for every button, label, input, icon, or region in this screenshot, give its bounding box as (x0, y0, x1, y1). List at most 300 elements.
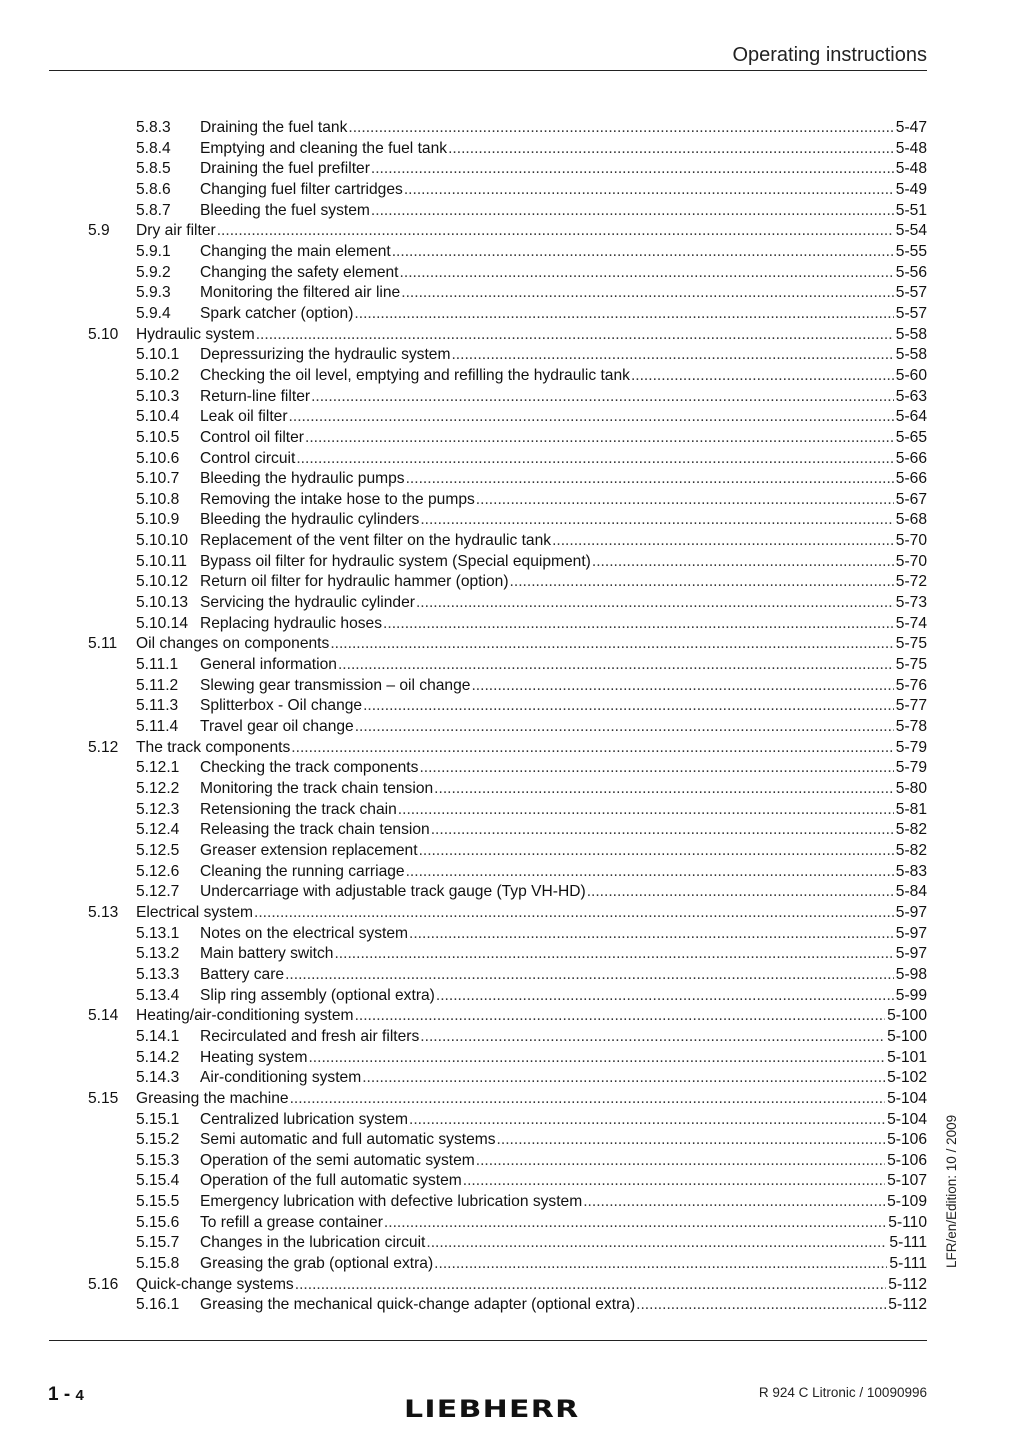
toc-entry[interactable] (88, 490, 927, 511)
toc-entry-title: Travel gear oil change (200, 718, 354, 736)
header-rule (49, 70, 927, 71)
toc-entry-number: 5.15.4 (136, 1172, 180, 1190)
toc-entry-title: Operation of the semi automatic system (200, 1151, 475, 1169)
toc-entry-number: 5.9.4 (136, 304, 171, 322)
footer-rule (49, 1340, 927, 1341)
toc-entry[interactable] (88, 1254, 927, 1275)
toc-dot-leader (583, 1192, 885, 1213)
toc-entry[interactable] (88, 201, 927, 222)
toc-entry-number: 5.14 (88, 1007, 119, 1025)
toc-entry[interactable] (88, 242, 927, 263)
toc-dot-leader (426, 1233, 887, 1254)
toc-entry[interactable] (88, 800, 927, 821)
toc-dot-leader (420, 1027, 885, 1048)
toc-entry[interactable] (88, 283, 927, 304)
toc-entry-number: 5.8.7 (136, 201, 171, 219)
toc-entry-title: Checking the track components (200, 759, 419, 777)
page-number (48, 1384, 84, 1406)
toc-entry-number: 5.16 (88, 1275, 119, 1293)
toc-entry[interactable] (88, 407, 927, 428)
toc-entry-page: 5-73 (895, 594, 927, 612)
toc-entry-title: Battery care (200, 965, 285, 983)
toc-entry-number: 5.12.6 (136, 862, 180, 880)
toc-entry-number: 5.12.2 (136, 780, 180, 797)
toc-entry-number: 5.11.3 (136, 697, 179, 715)
toc-entry-page: 5-58 (895, 325, 927, 343)
toc-dot-leader (311, 387, 894, 408)
toc-entry-title: Servicing the hydraulic cylinder (200, 594, 415, 612)
toc-entry-page: 5-100 (887, 1007, 927, 1025)
toc-dot-leader (291, 738, 894, 759)
toc-entry-title: Depressurizing the hydraulic system (200, 346, 451, 364)
toc-entry-title: Cleaning the running carriage (200, 862, 405, 880)
toc-dot-leader (355, 1006, 886, 1027)
toc-entry-title: Retensioning the track chain (200, 800, 397, 818)
toc-entry-title: Return-line filter (200, 387, 311, 405)
toc-entry[interactable] (88, 1151, 927, 1172)
toc-entry-title: Greasing the machine (136, 1089, 289, 1107)
toc-dot-leader (631, 366, 894, 387)
toc-dot-leader (406, 469, 894, 490)
toc-entry[interactable] (88, 944, 927, 965)
table-of-contents (88, 118, 927, 1316)
toc-dot-leader (384, 1213, 886, 1234)
toc-entry[interactable] (88, 572, 927, 593)
toc-dot-leader (296, 449, 893, 470)
toc-dot-leader (419, 841, 894, 862)
toc-entry[interactable] (88, 696, 927, 717)
toc-dot-leader (463, 1171, 885, 1192)
toc-entry-number: 5.10.6 (136, 449, 180, 467)
toc-dot-leader (392, 242, 894, 263)
toc-entry-page: 5-110 (888, 1213, 927, 1231)
toc-dot-leader (476, 1151, 885, 1172)
toc-entry-number: 5.9.2 (136, 263, 171, 281)
toc-entry-number: 5.11.2 (136, 676, 179, 694)
toc-entry[interactable] (88, 614, 927, 635)
toc-entry-page: 5-67 (895, 490, 927, 508)
toc-entry[interactable] (88, 862, 927, 883)
toc-entry-number: 5.9.3 (136, 284, 171, 302)
toc-entry[interactable] (88, 221, 927, 242)
toc-entry-title: Greasing the mechanical quick-change adapter (optional extra) (200, 1296, 636, 1314)
toc-entry-title: The track components (136, 738, 291, 756)
toc-entry-page: 5-106 (887, 1131, 927, 1149)
toc-entry-page: 5-55 (895, 242, 927, 260)
toc-entry[interactable] (88, 428, 927, 449)
toc-entry-title: Leak oil filter (200, 408, 288, 426)
toc-entry-page: 5-66 (895, 470, 927, 488)
toc-entry[interactable] (88, 531, 927, 552)
toc-entry[interactable] (88, 593, 927, 614)
toc-entry-number: 5.10.8 (136, 490, 180, 508)
toc-entry-title: Slip ring assembly (optional extra) (200, 986, 435, 1004)
toc-entry[interactable] (88, 118, 927, 139)
toc-dot-leader (420, 510, 893, 531)
toc-entry-number: 5.12 (88, 738, 119, 756)
toc-entry-page: 5-112 (888, 1275, 927, 1293)
toc-dot-leader (285, 965, 894, 986)
toc-entry-title: Bypass oil filter for hydraulic system (Special equipment) (200, 552, 591, 570)
toc-entry[interactable] (88, 510, 927, 531)
toc-entry-number: 5.13.4 (136, 986, 180, 1004)
toc-entry-number: 5.12.4 (136, 821, 180, 839)
toc-entry-title: Greaser extension replacement (200, 841, 418, 859)
toc-dot-leader (636, 1295, 886, 1316)
toc-entry-title: Electrical system (136, 903, 253, 921)
toc-entry[interactable] (88, 159, 927, 180)
toc-entry-page: 5-76 (895, 676, 927, 694)
toc-entry-title: Oil changes on components (136, 635, 330, 653)
toc-entry-title: Undercarriage with adjustable track gauge (Typ VH-HD) (200, 883, 586, 901)
toc-entry-page: 5-70 (895, 532, 927, 550)
toc-entry[interactable] (88, 449, 927, 470)
page-number-chapter: 1 - (48, 1384, 71, 1405)
toc-entry-page: 5-112 (888, 1296, 927, 1314)
toc-entry-page: 5-54 (895, 222, 927, 240)
toc-entry[interactable] (88, 387, 927, 408)
toc-entry-page: 5-99 (895, 986, 927, 1004)
toc-entry-number: 5.11.4 (136, 718, 179, 736)
toc-entry-title: Changing the main element (200, 242, 391, 260)
toc-entry-page: 5-75 (895, 656, 927, 674)
toc-dot-leader (476, 490, 894, 511)
toc-entry-number: 5.13.3 (136, 965, 180, 983)
toc-entry-number: 5.10.9 (136, 511, 180, 529)
page-number-page: 4 (75, 1387, 84, 1404)
toc-entry-title: Control oil filter (200, 428, 304, 446)
toc-entry-title: Bleeding the fuel system (200, 201, 370, 219)
toc-entry-title: Quick-change systems (136, 1275, 294, 1293)
toc-dot-leader (587, 882, 894, 903)
toc-dot-leader (354, 304, 893, 325)
toc-entry-number: 5.10.11 (136, 552, 187, 570)
toc-entry-title: Releasing the track chain tension (200, 821, 430, 839)
toc-entry[interactable] (88, 1027, 927, 1048)
toc-entry-number: 5.15.2 (136, 1131, 180, 1149)
toc-entry-number: 5.11 (88, 635, 118, 653)
toc-entry-page: 5-100 (887, 1027, 927, 1045)
toc-dot-leader (305, 428, 894, 449)
toc-dot-leader (409, 924, 894, 945)
toc-entry-page: 5-79 (895, 759, 927, 777)
toc-entry[interactable] (88, 469, 927, 490)
toc-dot-leader (371, 201, 894, 222)
toc-entry-number: 5.9.1 (136, 242, 171, 260)
toc-entry-title: Changing the safety element (200, 263, 399, 281)
toc-dot-leader (371, 159, 894, 180)
toc-entry-page: 5-74 (895, 614, 927, 632)
toc-entry-number: 5.12.1 (136, 759, 180, 777)
toc-entry-title: Dry air filter (136, 222, 216, 240)
toc-entry-page: 5-72 (895, 573, 927, 591)
toc-entry-number: 5.10.1 (136, 346, 180, 364)
toc-entry-number: 5.12.7 (136, 883, 180, 901)
toc-entry-title: Removing the intake hose to the pumps (200, 490, 475, 508)
toc-dot-leader (401, 283, 894, 304)
toc-entry[interactable] (88, 1233, 927, 1254)
toc-entry[interactable] (88, 1192, 927, 1213)
toc-entry-number: 5.10.13 (136, 594, 189, 612)
toc-entry-number: 5.10.12 (136, 573, 189, 591)
toc-dot-leader (497, 1130, 886, 1151)
toc-entry-title: Hydraulic system (136, 325, 255, 343)
toc-entry[interactable] (88, 841, 927, 862)
toc-entry-number: 5.10.14 (136, 614, 189, 632)
toc-entry-number: 5.9 (88, 222, 110, 240)
toc-entry-page: 5-106 (887, 1151, 927, 1169)
toc-entry-number: 5.12.5 (136, 841, 180, 859)
toc-entry[interactable] (88, 1171, 927, 1192)
toc-entry-title: Replacing hydraulic hoses (200, 614, 383, 632)
toc-entry-title: Semi automatic and full automatic systems (200, 1131, 496, 1149)
toc-entry-page: 5-102 (887, 1069, 927, 1087)
toc-entry[interactable] (88, 1089, 927, 1110)
toc-entry-page: 5-82 (895, 821, 927, 839)
toc-entry[interactable] (88, 325, 927, 346)
toc-entry[interactable] (88, 1068, 927, 1089)
toc-entry-page: 5-78 (895, 718, 927, 736)
toc-dot-leader (451, 345, 893, 366)
toc-entry-number: 5.14.3 (136, 1069, 180, 1087)
toc-entry-page: 5-77 (895, 697, 927, 715)
toc-dot-leader (363, 696, 894, 717)
toc-dot-leader (355, 717, 894, 738)
toc-entry-title: Heating system (200, 1048, 308, 1066)
toc-entry-number: 5.15 (88, 1089, 119, 1107)
toc-entry-title: Bleeding the hydraulic cylinders (200, 511, 420, 529)
toc-entry-number: 5.12.3 (136, 800, 180, 818)
toc-entry-page: 5-104 (887, 1089, 927, 1107)
toc-entry[interactable] (88, 139, 927, 160)
toc-entry-number: 5.10.4 (136, 408, 180, 426)
toc-entry[interactable] (88, 903, 927, 924)
toc-entry[interactable] (88, 986, 927, 1007)
toc-entry-title: Draining the fuel prefilter (200, 160, 370, 178)
toc-entry-page: 5-101 (887, 1048, 927, 1066)
toc-entry-title: Splitterbox - Oil change (200, 697, 363, 715)
toc-entry-title: Monitoring the track chain tension (200, 780, 434, 797)
toc-entry-page: 5-51 (895, 201, 927, 219)
document-reference: R 924 C Litronic / 10090996 (758, 1385, 927, 1400)
toc-entry-number: 5.10.2 (136, 366, 180, 384)
toc-entry-title: Operation of the full automatic system (200, 1172, 462, 1190)
toc-entry-title: Air-conditioning system (200, 1069, 362, 1087)
toc-entry-page: 5-65 (895, 428, 927, 446)
toc-entry-number: 5.8.3 (136, 119, 171, 136)
toc-dot-leader (419, 758, 893, 779)
toc-entry[interactable] (88, 366, 927, 387)
toc-dot-leader (436, 986, 894, 1007)
toc-entry-number: 5.15.1 (136, 1110, 180, 1128)
toc-entry[interactable] (88, 717, 927, 738)
liebherr-logo: LIEBHERR (404, 1395, 580, 1423)
toc-entry[interactable] (88, 924, 927, 945)
toc-entry-number: 5.8.4 (136, 139, 171, 157)
toc-entry-title: Main battery switch (200, 945, 334, 963)
toc-entry-page: 5-97 (895, 903, 927, 921)
toc-dot-leader (398, 800, 894, 821)
toc-entry[interactable] (88, 1048, 927, 1069)
toc-entry-page: 5-81 (895, 800, 927, 818)
toc-dot-leader (409, 1110, 885, 1131)
toc-entry-page: 5-97 (895, 924, 927, 942)
toc-entry-page: 5-107 (887, 1172, 927, 1190)
toc-entry-title: Monitoring the filtered air line (200, 284, 401, 302)
toc-dot-leader (448, 139, 894, 160)
toc-entry-title: General information (200, 656, 337, 674)
toc-dot-leader (256, 325, 894, 346)
toc-entry-page: 5-109 (887, 1193, 927, 1211)
toc-dot-leader (295, 1275, 887, 1296)
toc-entry[interactable] (88, 263, 927, 284)
toc-entry-number: 5.15.5 (136, 1193, 180, 1211)
toc-dot-leader (510, 572, 894, 593)
toc-entry-title: Return oil filter for hydraulic hammer (option) (200, 573, 509, 591)
toc-dot-leader (434, 779, 894, 800)
toc-dot-leader (334, 944, 893, 965)
toc-dot-leader (330, 634, 893, 655)
toc-entry-number: 5.8.6 (136, 180, 171, 198)
toc-entry-title: Greasing the grab (optional extra) (200, 1255, 434, 1273)
toc-entry-page: 5-60 (895, 366, 927, 384)
toc-entry-number: 5.15.8 (136, 1255, 180, 1273)
toc-entry-title: Draining the fuel tank (200, 119, 348, 136)
toc-entry-number: 5.15.6 (136, 1213, 180, 1231)
toc-entry-title: Slewing gear transmission – oil change (200, 676, 471, 694)
toc-entry-number: 5.14.1 (136, 1027, 180, 1045)
toc-dot-leader (290, 1089, 886, 1110)
toc-entry-page: 5-83 (895, 862, 927, 880)
toc-entry-number: 5.11.1 (136, 656, 179, 674)
toc-entry-page: 5-58 (895, 346, 927, 364)
toc-entry-page: 5-79 (895, 738, 927, 756)
toc-entry-title: Notes on the electrical system (200, 924, 409, 942)
toc-dot-leader (431, 820, 894, 841)
toc-dot-leader (400, 263, 894, 284)
toc-entry[interactable] (88, 655, 927, 676)
toc-entry-page: 5-64 (895, 408, 927, 426)
toc-entry-page: 5-56 (895, 263, 927, 281)
toc-dot-leader (362, 1068, 885, 1089)
toc-entry-page: 5-66 (895, 449, 927, 467)
toc-entry-page: 5-111 (889, 1234, 927, 1252)
toc-entry-number: 5.10.7 (136, 470, 180, 488)
toc-entry-title: Centralized lubrication system (200, 1110, 409, 1128)
toc-entry-page: 5-97 (895, 945, 927, 963)
toc-entry-title: Changes in the lubrication circuit (200, 1234, 426, 1252)
toc-entry-page: 5-84 (895, 883, 927, 901)
toc-entry[interactable] (88, 820, 927, 841)
toc-entry-title: Emptying and cleaning the fuel tank (200, 139, 448, 157)
toc-dot-leader (471, 676, 893, 697)
page-header-title: Operating instructions (732, 44, 927, 66)
toc-dot-leader (404, 180, 894, 201)
toc-entry-number: 5.13.2 (136, 945, 180, 963)
toc-dot-leader (434, 1254, 887, 1275)
toc-entry-page: 5-98 (895, 965, 927, 983)
toc-entry[interactable] (88, 1130, 927, 1151)
toc-entry-page: 5-82 (895, 841, 927, 859)
toc-entry-page: 5-49 (895, 180, 927, 198)
toc-entry[interactable] (88, 676, 927, 697)
toc-entry[interactable] (88, 1275, 927, 1296)
toc-entry-number: 5.8.5 (136, 160, 171, 178)
toc-entry-number: 5.10.5 (136, 428, 180, 446)
toc-entry-page: 5-48 (895, 160, 927, 178)
toc-entry-page: 5-68 (895, 511, 927, 529)
toc-dot-leader (592, 552, 894, 573)
toc-entry-page: 5-70 (895, 552, 927, 570)
toc-dot-leader (552, 531, 894, 552)
toc-entry[interactable] (88, 758, 927, 779)
toc-entry[interactable] (88, 634, 927, 655)
toc-dot-leader (308, 1048, 885, 1069)
toc-dot-leader (289, 407, 894, 428)
toc-entry[interactable] (88, 882, 927, 903)
toc-entry-number: 5.15.3 (136, 1151, 180, 1169)
toc-entry-page: 5-80 (895, 780, 927, 797)
toc-entry-page: 5-111 (889, 1255, 927, 1273)
toc-entry-number: 5.10.3 (136, 387, 180, 405)
toc-entry-title: Heating/air-conditioning system (136, 1007, 354, 1025)
toc-entry-number: 5.16.1 (136, 1296, 180, 1314)
toc-dot-leader (416, 593, 894, 614)
toc-entry-number: 5.10 (88, 325, 119, 343)
toc-entry-page: 5-57 (895, 284, 927, 302)
edition-label: LFR/en/Edition: 10 / 2009 (944, 1114, 959, 1268)
toc-dot-leader (383, 614, 894, 635)
toc-entry[interactable] (88, 779, 927, 800)
toc-entry[interactable] (88, 965, 927, 986)
toc-entry[interactable] (88, 304, 927, 325)
toc-entry-number: 5.10.10 (136, 532, 189, 550)
toc-entry-page: 5-57 (895, 304, 927, 322)
toc-entry-number: 5.13.1 (136, 924, 180, 942)
toc-entry-number: 5.13 (88, 903, 119, 921)
toc-entry-number: 5.14.2 (136, 1048, 180, 1066)
toc-entry[interactable] (88, 1295, 927, 1316)
toc-dot-leader (338, 655, 894, 676)
toc-entry[interactable] (88, 738, 927, 759)
toc-entry-title: Recirculated and fresh air filters (200, 1027, 420, 1045)
toc-entry[interactable] (88, 345, 927, 366)
toc-entry-page: 5-48 (895, 139, 927, 157)
toc-dot-leader (406, 862, 894, 883)
toc-entry-page: 5-63 (895, 387, 927, 405)
toc-entry[interactable] (88, 1213, 927, 1234)
toc-entry[interactable] (88, 1110, 927, 1131)
toc-entry-title: Spark catcher (option) (200, 304, 354, 322)
toc-entry-title: To refill a grease container (200, 1213, 383, 1231)
toc-entry-title: Changing fuel filter cartridges (200, 180, 403, 198)
toc-entry[interactable] (88, 1006, 927, 1027)
toc-entry-page: 5-75 (895, 635, 927, 653)
toc-entry-number: 5.15.7 (136, 1234, 180, 1252)
toc-entry-page: 5-47 (895, 119, 927, 136)
toc-entry-title: Control circuit (200, 449, 296, 467)
toc-entry-page: 5-104 (887, 1110, 927, 1128)
toc-entry-title: Emergency lubrication with defective lubrication system (200, 1193, 583, 1211)
toc-entry[interactable] (88, 180, 927, 201)
toc-entry-title: Replacement of the vent filter on the hydraulic tank (200, 532, 552, 550)
toc-dot-leader (217, 221, 894, 242)
toc-entry[interactable] (88, 552, 927, 573)
toc-entry-title: Checking the oil level, emptying and refilling the hydraulic tank (200, 366, 630, 384)
toc-dot-leader (348, 118, 893, 139)
toc-entry-title: Bleeding the hydraulic pumps (200, 470, 405, 488)
toc-dot-leader (254, 903, 894, 924)
